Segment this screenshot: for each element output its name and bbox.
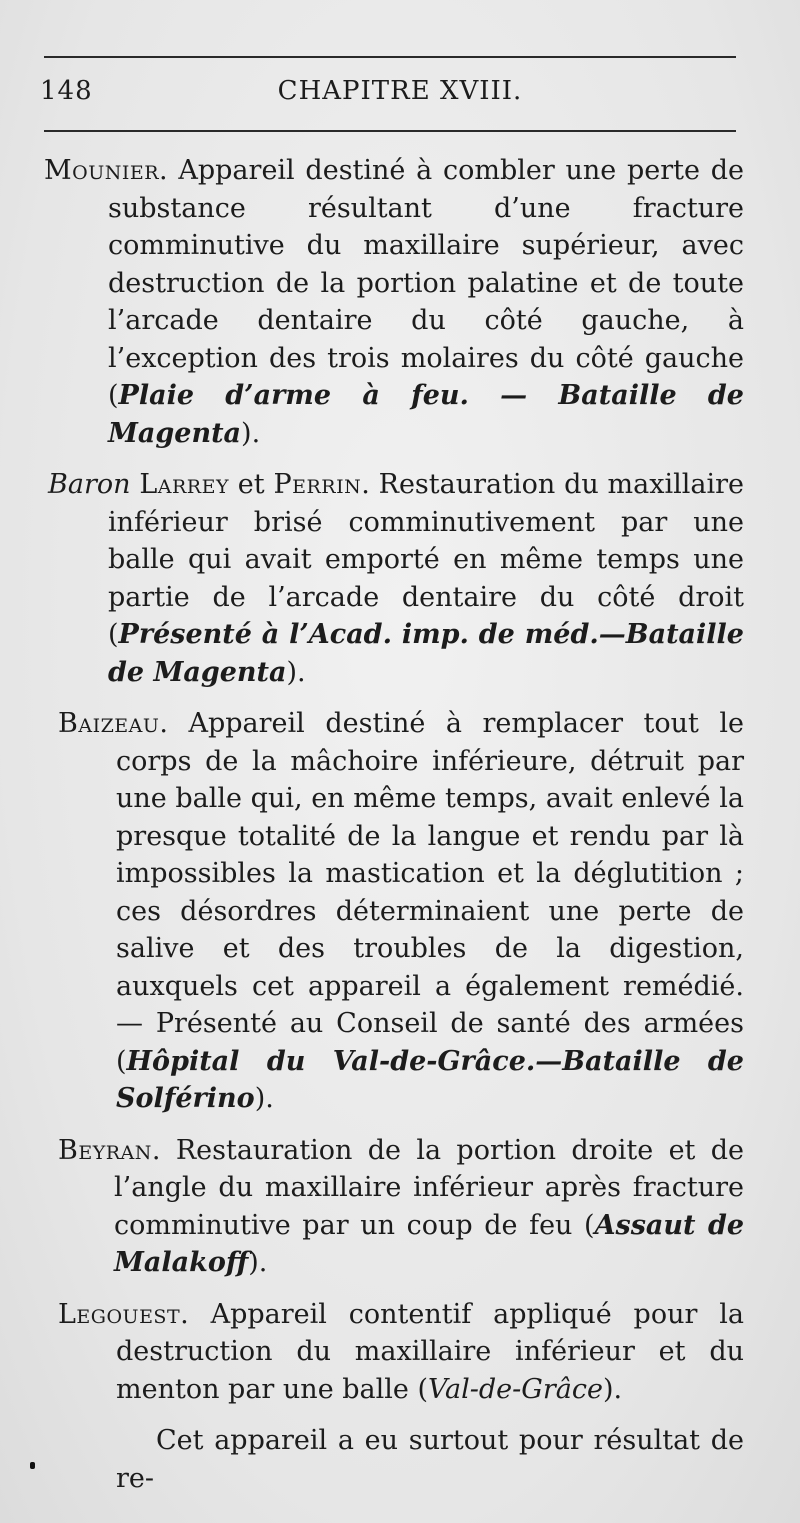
entry-text-end: ). <box>602 1373 623 1405</box>
entry-source: Val-de-Grâce <box>428 1373 603 1405</box>
entry-source: Plaie d’arme à feu. — Bataille de Magenta <box>108 380 744 449</box>
entry-source: Présenté à l’Acad. imp. de méd.—Bataille de Magenta <box>108 619 744 688</box>
header-rule-top <box>44 56 736 58</box>
entry-source: Assaut de Malakoff <box>114 1209 744 1278</box>
page-body <box>44 152 744 1497</box>
page-number: 148 <box>40 76 93 106</box>
entry-text-end: ). <box>254 1083 274 1114</box>
entry-text-end: ). <box>286 656 306 688</box>
entry-text-end: ). <box>248 1247 268 1278</box>
ink-speck <box>30 1462 35 1469</box>
entry-text: . Restauration de la portion droite et de l’angle du maxillaire inférieur après fracture comminutive par un coup de feu ( <box>114 1134 744 1241</box>
entry-text-end: ). <box>241 417 261 449</box>
entry-beyran <box>58 1132 744 1282</box>
entry-text: . Appareil contentif appliqué pour la destruction du maxillaire inférieur et du menton par une balle ( <box>116 1298 744 1405</box>
running-title: CHAPITRE XVIII. <box>277 76 523 106</box>
entry-author: Larrey <box>139 469 229 500</box>
continuation-paragraph: Cet appareil a eu surtout pour résultat de re- <box>116 1425 744 1494</box>
entry-larrey-perrin <box>48 466 744 691</box>
entry-connector: et <box>229 469 274 500</box>
entry-author: Beyran <box>58 1134 152 1166</box>
entry-source: Hôpital du Val-de-Grâce.—Bataille de Solférino <box>116 1045 744 1114</box>
entry-author-2: Perrin <box>273 469 362 500</box>
entry-text: . Appareil destiné à remplacer tout le corps de la mâchoire inférieure, détruit par une balle qui, en même temps, avait enlevé la presque totalité de la langue et rendu par là impossibles la mastication et la déglutition ; ces désordres déterminaient une perte de salive et des troubles de la digestion, auxquels cet appareil a également remédié. — Présenté au Conseil de santé des armées ( <box>116 708 744 1077</box>
header-rule-bottom <box>44 130 736 132</box>
entry-author: Legouest <box>58 1298 181 1330</box>
entry-author: Mounier <box>44 155 160 186</box>
entry-baizeau <box>58 705 744 1118</box>
entry-text: . Restauration du maxillaire inférieur brisé comminutivement par une balle qui avait emporté en même temps une partie de l’arcade dentaire du côté droit ( <box>108 469 744 650</box>
entry-title: Baron <box>48 469 131 500</box>
entry-text: . Appareil destiné à combler une perte de substance résultant d’une fracture comminutive du maxillaire supérieur, avec destruction de la portion palatine et de toute l’arcade dentaire du côté gauche, à l’exception des trois molaires du côté gauche ( <box>108 155 744 411</box>
entry-legouest <box>58 1296 744 1409</box>
entry-mounier <box>44 152 744 452</box>
entry-author: Baizeau <box>58 708 160 739</box>
